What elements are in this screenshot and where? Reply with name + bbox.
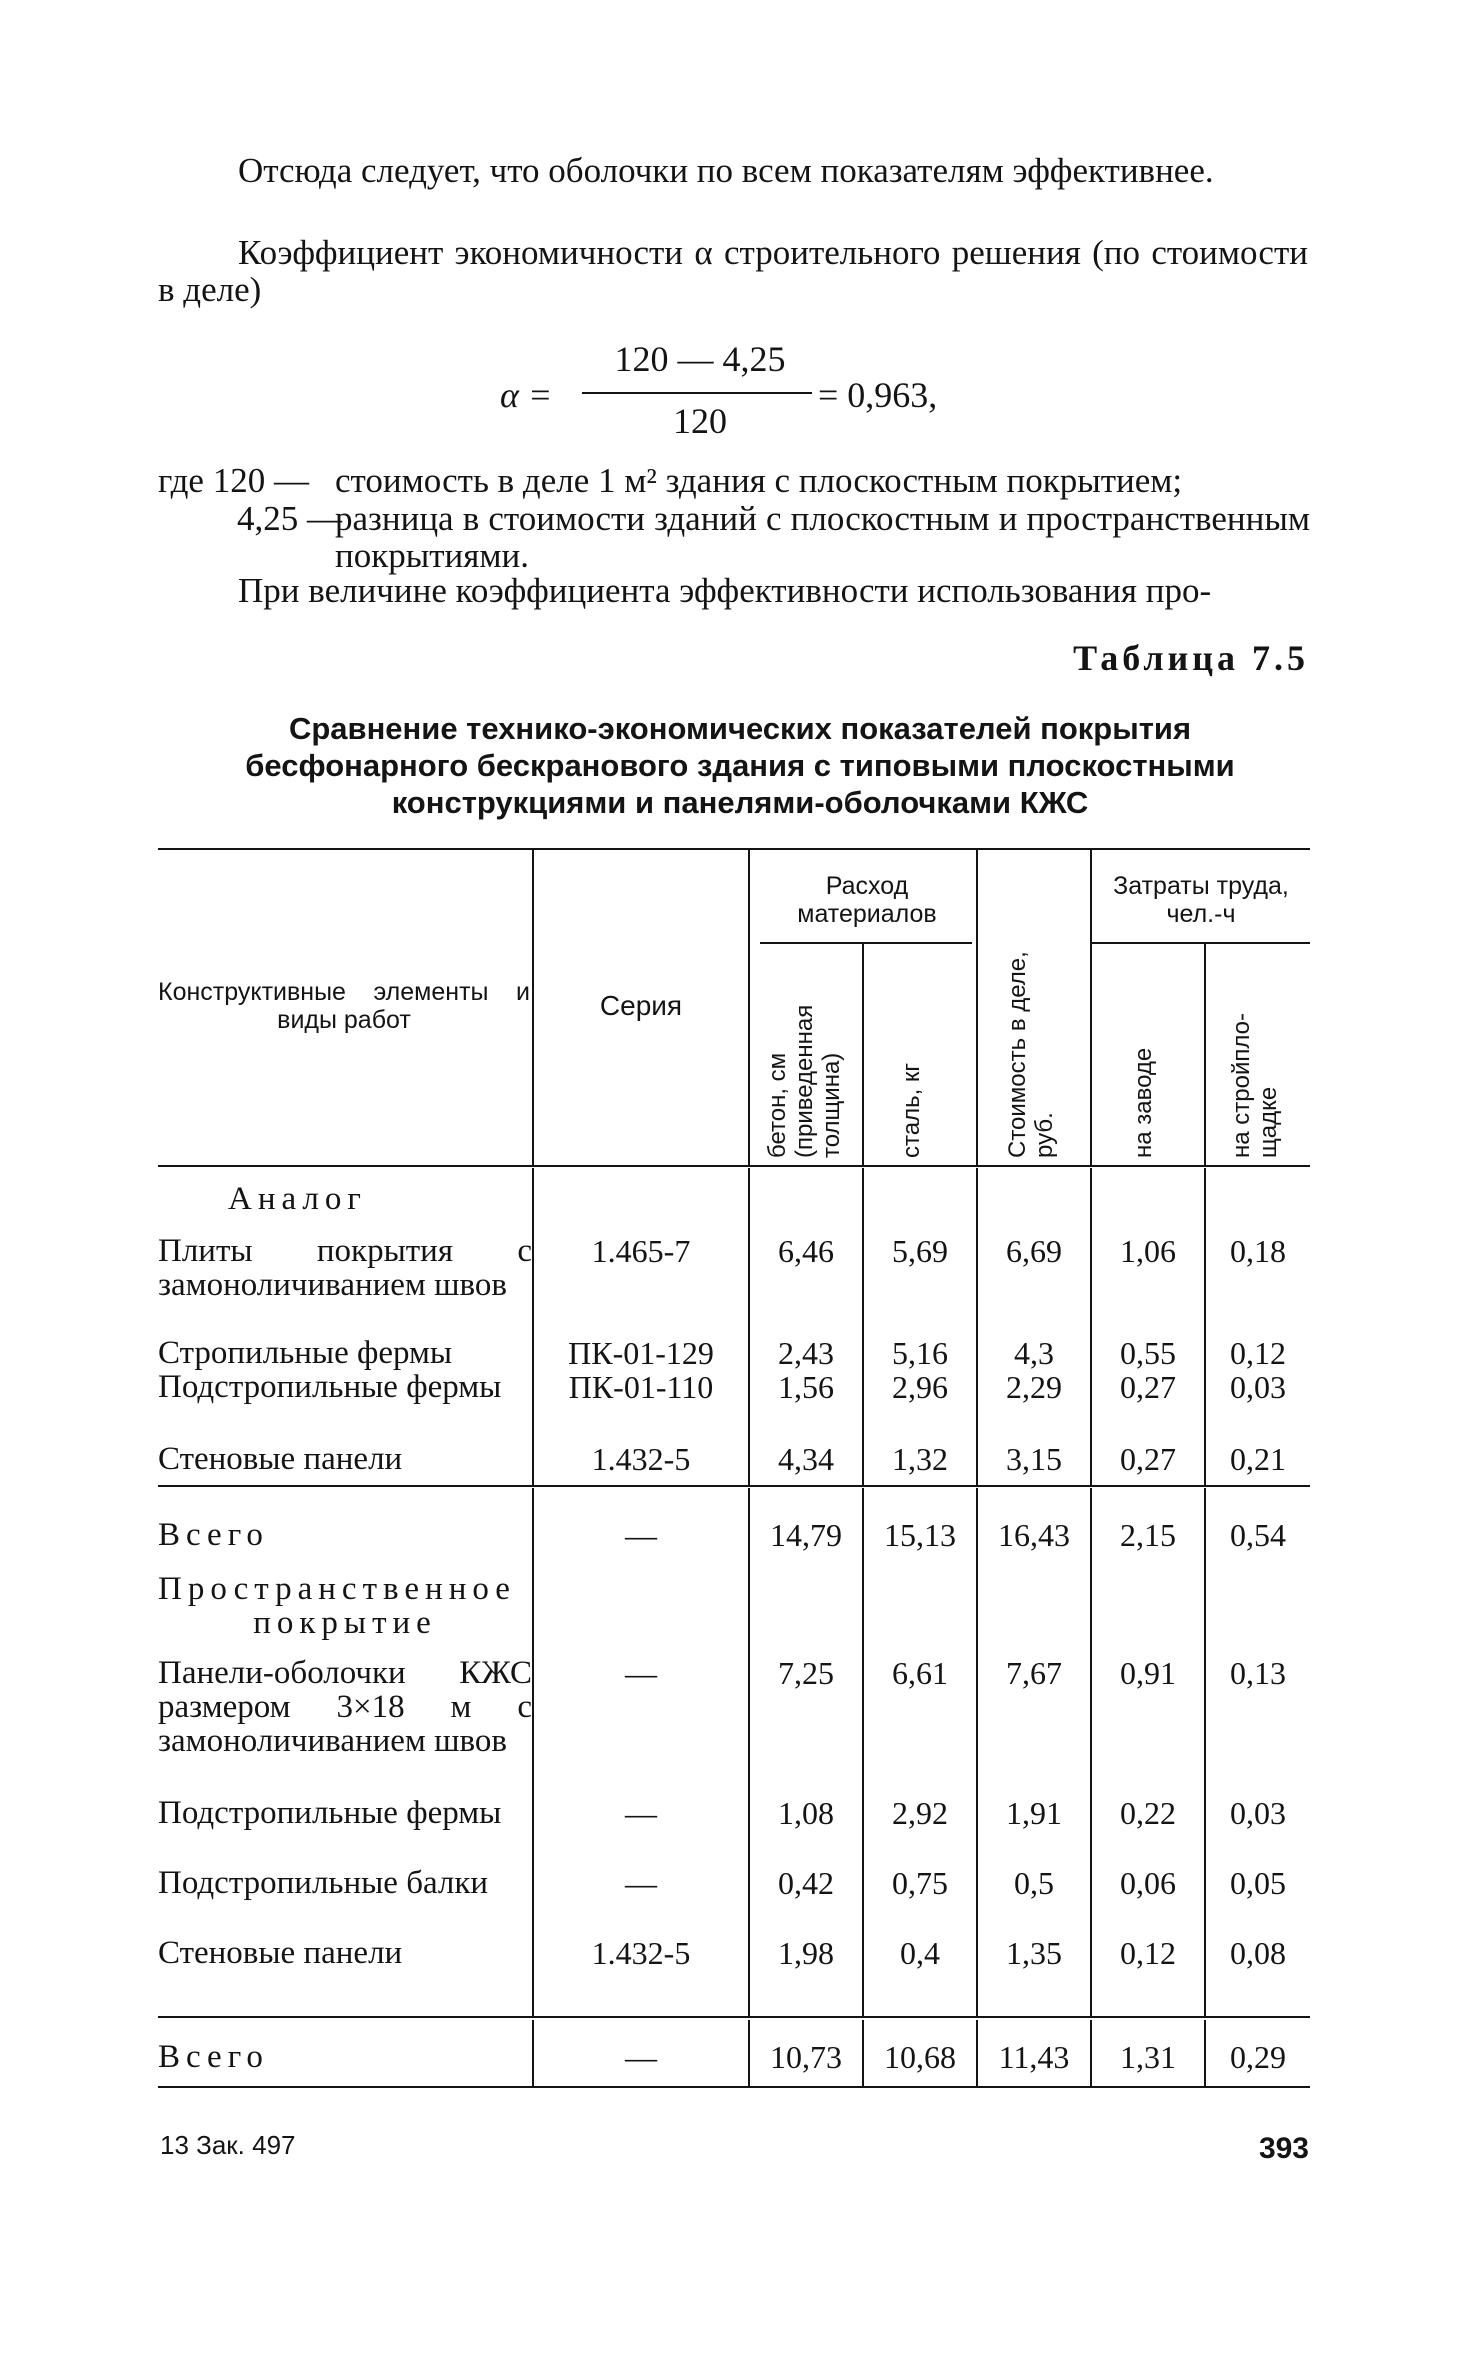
row-label: Подстропильные фермы (158, 1369, 502, 1405)
cell-concrete: 0,42 (778, 1865, 834, 1901)
fraction-bar (582, 392, 812, 394)
total-label: Всего (158, 2039, 269, 2075)
cell-series: — (625, 2039, 657, 2075)
cell-series: ПК-01-110 (568, 1369, 714, 1405)
cell-factory: 1,31 (1120, 2039, 1176, 2075)
cell-factory: 0,55 (1120, 1335, 1176, 1371)
cell-steel: 5,69 (892, 1233, 948, 1269)
cell-series: — (625, 1655, 657, 1691)
header-materials: Расход материалов (797, 872, 937, 928)
section-spatial: Пространственное покрытие (158, 1571, 516, 1641)
header-series: Серия (599, 990, 683, 1021)
header-concrete: бетон, см (приведенная толщина) (764, 1004, 845, 1158)
col-divider (748, 1168, 750, 1485)
cell-steel: 1,32 (892, 1441, 948, 1477)
cell-cost: 2,29 (1006, 1369, 1062, 1405)
where-label-2: 4,25 — (237, 499, 342, 538)
row-label: Стеновые панели (158, 1935, 403, 1971)
cell-cost: 0,5 (1014, 1865, 1054, 1901)
col-divider (976, 848, 978, 1165)
cell-site: 0,29 (1230, 2039, 1286, 2075)
header-factory: на заводе (1130, 1047, 1157, 1158)
cell-concrete: 2,43 (778, 1335, 834, 1371)
col-divider (862, 942, 864, 1165)
section2-bottom-rule (158, 2016, 1310, 2018)
cell-concrete: 4,34 (778, 1441, 834, 1477)
cell-site: 0,03 (1230, 1369, 1286, 1405)
cell-factory: 0,27 (1120, 1441, 1176, 1477)
paragraph-conclusion: Отсюда следует, что оболочки по всем показателям эффективнее. (238, 151, 1214, 190)
col-divider (532, 1168, 534, 1485)
cell-steel: 2,92 (892, 1795, 948, 1831)
cell-steel: 10,68 (884, 2039, 956, 2075)
col-divider (1090, 1168, 1092, 1485)
cell-series: — (625, 1517, 657, 1553)
cell-concrete: 1,08 (778, 1795, 834, 1831)
cell-steel: 15,13 (884, 1517, 956, 1553)
cell-concrete: 1,56 (778, 1369, 834, 1405)
cell-site: 0,13 (1230, 1655, 1286, 1691)
where-text-1: стоимость в деле 1 м² здания с плоскостным покрытием; (335, 461, 1183, 500)
cell-cost: 4,3 (1014, 1335, 1054, 1371)
cell-factory: 0,22 (1120, 1795, 1176, 1831)
cell-site: 0,18 (1230, 1233, 1286, 1269)
labor-rule (1092, 942, 1310, 944)
cell-site: 0,21 (1230, 1441, 1286, 1477)
cell-steel: 0,75 (892, 1865, 948, 1901)
cell-site: 0,05 (1230, 1865, 1286, 1901)
formula-lhs: α = (500, 375, 553, 415)
paragraph-coefficient: Коэффициент экономичности α строительного решения (по стоимости в деле) (158, 233, 1308, 309)
where-label-1: где 120 — (158, 461, 309, 500)
formula-numerator: 120 — 4,25 (614, 339, 786, 379)
header-steel: сталь, кг (898, 1062, 925, 1158)
cell-factory: 0,91 (1120, 1655, 1176, 1691)
footer-order-number: 13 Зак. 497 (160, 2130, 296, 2160)
cell-cost: 1,91 (1006, 1795, 1062, 1831)
cell-series: — (625, 1865, 657, 1901)
cell-site: 0,54 (1230, 1517, 1286, 1553)
cell-concrete: 14,79 (770, 1517, 842, 1553)
cell-steel: 5,16 (892, 1335, 948, 1371)
total-label: Всего (158, 1517, 269, 1553)
cell-factory: 0,27 (1120, 1369, 1176, 1405)
cell-series: 1.465-7 (591, 1233, 691, 1269)
cell-factory: 2,15 (1120, 1517, 1176, 1553)
formula (500, 338, 1020, 448)
cell-steel: 6,61 (892, 1655, 948, 1691)
table-bottom-rule (158, 2086, 1310, 2088)
header-cost: Стоимость в деле, руб. (1004, 951, 1058, 1158)
table-title: Сравнение технико-экономических показателей покрытия бесфонарного бескранового здания с типовыми плоскостными конструкциями и панелями-оболочками КЖС (245, 711, 1235, 820)
col-divider (862, 1168, 864, 1485)
row-label: Плиты покрытия с замоноличиванием швов (158, 1233, 532, 1303)
cell-cost: 1,35 (1006, 1935, 1062, 1971)
formula-denominator: 120 (673, 401, 727, 441)
table-number: Таблица 7.5 (1073, 638, 1309, 678)
row-label: Стеновые панели (158, 1441, 403, 1477)
where-text-2: разница в стоимости зданий с плоскостным и пространственным покрытиями. (335, 499, 1310, 575)
cell-site: 0,03 (1230, 1795, 1286, 1831)
materials-rule (760, 942, 972, 944)
col-divider (748, 848, 750, 1165)
cell-series: 1.432-5 (591, 1441, 691, 1477)
cell-series: ПК-01-129 (568, 1335, 714, 1371)
row-label: Стропильные фермы (158, 1335, 453, 1371)
cell-cost: 6,69 (1006, 1233, 1062, 1269)
page-number: 393 (1258, 2132, 1309, 2165)
section-analog: Аналог (228, 1181, 367, 1217)
cell-steel: 0,4 (900, 1935, 940, 1971)
cell-site: 0,12 (1230, 1335, 1286, 1371)
cell-factory: 0,06 (1120, 1865, 1176, 1901)
row-label: Подстропильные фермы (158, 1795, 502, 1831)
cell-cost: 3,15 (1006, 1441, 1062, 1477)
cell-concrete: 6,46 (778, 1233, 834, 1269)
row-label: Панели-оболочки КЖС размером 3×18 м с замоноличиванием швов (158, 1655, 532, 1759)
row-label: Подстропильные балки (158, 1865, 489, 1901)
col-divider (1204, 942, 1206, 1165)
col-divider (976, 1168, 978, 1485)
col-divider (1204, 1168, 1206, 1485)
cell-cost: 11,43 (998, 2039, 1070, 2075)
cell-factory: 0,12 (1120, 1935, 1176, 1971)
paragraph-continued: При величине коэффициента эффективности использования про- (238, 571, 1212, 610)
header-labor: Затраты труда, чел.-ч (1113, 872, 1289, 928)
cell-steel: 2,96 (892, 1369, 948, 1405)
cell-concrete: 10,73 (770, 2039, 842, 2075)
header-bottom-rule (158, 1165, 1310, 1167)
cell-cost: 7,67 (1006, 1655, 1062, 1691)
cell-factory: 1,06 (1120, 1233, 1176, 1269)
cell-series: 1.432-5 (591, 1935, 691, 1971)
header-site: на стройпло- щадке (1228, 1013, 1282, 1158)
cell-cost: 16,43 (998, 1517, 1070, 1553)
formula-rhs: = 0,963, (818, 375, 938, 415)
cell-concrete: 7,25 (778, 1655, 834, 1691)
cell-concrete: 1,98 (778, 1935, 834, 1971)
table-top-rule (158, 848, 1310, 850)
section1-bottom-rule (158, 1485, 1310, 1487)
header-element: Конструктивные элементы и виды работ (158, 978, 530, 1034)
cell-series: — (625, 1795, 657, 1831)
cell-site: 0,08 (1230, 1935, 1286, 1971)
